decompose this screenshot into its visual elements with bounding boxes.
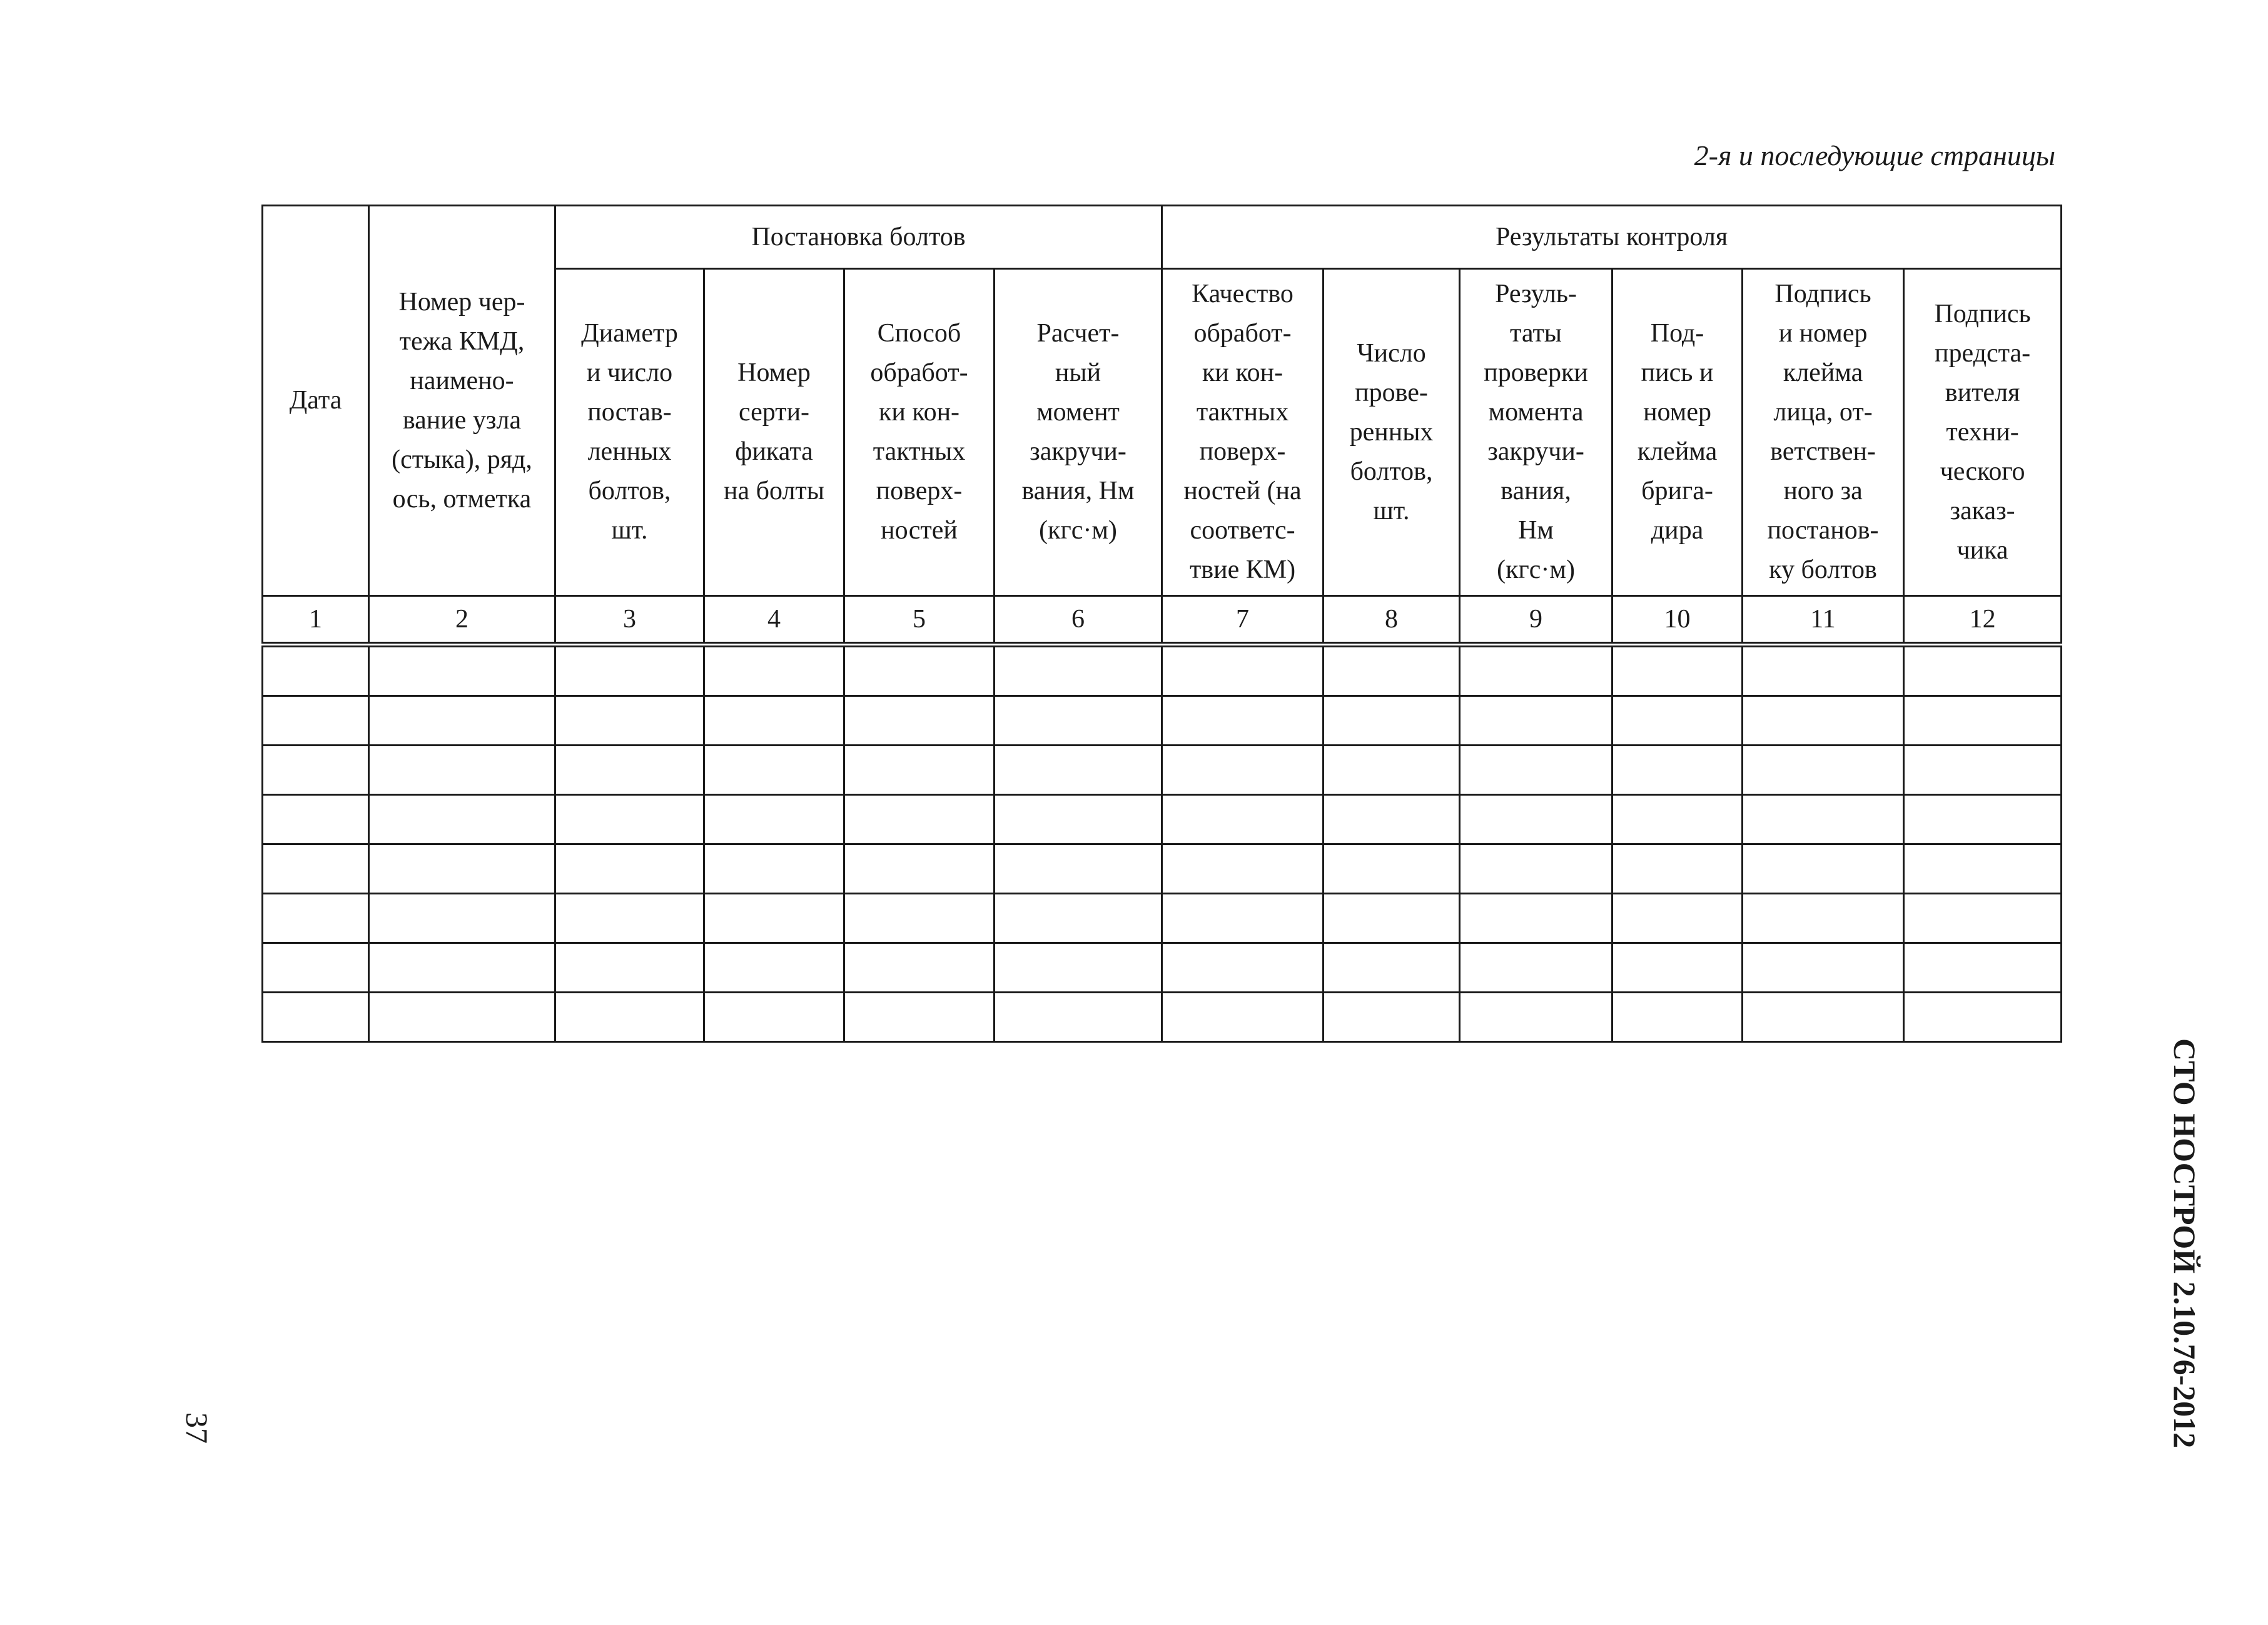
table-cell [995,943,1162,993]
table-cell [1612,894,1743,943]
table-cell [844,645,995,696]
table-cell [1743,993,1904,1042]
table-cell [1904,696,2062,746]
table-cell [263,746,369,795]
table-cell [1324,795,1460,844]
table-cell [555,943,704,993]
table-cell [844,795,995,844]
table-cell [844,696,995,746]
document-code: СТО НОСТРОЙ 2.10.76-2012 [2167,1038,2202,1449]
table-row [263,645,2062,696]
table-cell [369,746,555,795]
table-cell [555,894,704,943]
table-cell [704,943,844,993]
group-header-control: Результаты контроля [1162,206,2062,269]
column-header-label: Подпись предста- вителя техни- ческого заказ- чика [1934,299,2031,565]
table-cell [995,645,1162,696]
table-cell [704,746,844,795]
table-cell [1162,696,1324,746]
table-cell [369,645,555,696]
table-cell [555,993,704,1042]
table-cell [1460,696,1612,746]
table-cell [1162,993,1324,1042]
column-header-date [263,206,369,596]
table-cell [1324,993,1460,1042]
column-number: 8 [1324,596,1460,645]
table-cell [555,746,704,795]
table-cell [263,894,369,943]
table-cell [1460,746,1612,795]
column-header-certificate [704,269,844,596]
table-cell [1612,696,1743,746]
table-cell [1612,844,1743,894]
table-cell [704,696,844,746]
page-number: 37 [180,1412,215,1444]
journal-table [261,205,2062,1043]
table-row [263,993,2062,1042]
table-cell [995,696,1162,746]
table-row [263,746,2062,795]
column-header-treatment-quality [1162,269,1324,596]
table-cell [1324,696,1460,746]
table-cell [1162,894,1324,943]
column-number: 10 [1612,596,1743,645]
table-cell [1460,993,1612,1042]
column-header-label: Подпись и номер клейма лица, от- ветствен- ного за постанов- ку болтов [1767,280,1879,584]
table-cell [1904,645,2062,696]
table-cell [263,696,369,746]
table-cell [704,894,844,943]
table-cell [1324,894,1460,943]
column-number: 7 [1162,596,1324,645]
column-header-customer-signature [1904,269,2062,596]
table-cell [369,943,555,993]
table-cell [844,894,995,943]
table-cell [995,993,1162,1042]
column-header-treatment-method [844,269,995,596]
table-cell [1743,696,1904,746]
table-cell [1904,943,2062,993]
table-cell [1743,795,1904,844]
table-cell [1162,795,1324,844]
table-row [263,894,2062,943]
table-cell [844,844,995,894]
table-cell [704,795,844,844]
table-cell [995,844,1162,894]
table-cell [1612,795,1743,844]
table-cell [369,696,555,746]
table-cell [1904,894,2062,943]
column-header-label: Резуль- таты проверки момента закручи- вания, Нм (кгс·м) [1484,280,1588,584]
table-row [263,795,2062,844]
table-cell [555,645,704,696]
table-cell [263,943,369,993]
table-cell [1612,746,1743,795]
table-cell [369,795,555,844]
table-cell [1612,993,1743,1042]
page-subtitle: 2-я и последующие страницы [1694,139,2055,171]
column-number: 2 [369,596,555,645]
column-header-label: Диаметр и число постав- ленных болтов, шт. [581,319,678,545]
table-cell [1324,746,1460,795]
table-cell [1162,645,1324,696]
column-header-responsible-signature [1743,269,1904,596]
table-row [263,696,2062,746]
column-header-drawing-number [369,206,555,596]
table-cell [1162,746,1324,795]
table-cell [1743,746,1904,795]
column-number: 3 [555,596,704,645]
table-row [263,943,2062,993]
column-header-label: Расчет- ный момент закручи- вания, Нм (кгс·м) [1021,319,1135,545]
table-cell [263,844,369,894]
column-number-row [263,596,2062,645]
table-cell [1324,645,1460,696]
table-cell [263,795,369,844]
table-cell [1904,844,2062,894]
table-cell [1612,645,1743,696]
table-cell [1460,943,1612,993]
table-cell [1612,943,1743,993]
table-cell [704,844,844,894]
table-cell [263,993,369,1042]
table-cell [704,645,844,696]
column-number: 4 [704,596,844,645]
column-header-label: Способ обработ- ки кон- тактных поверх- ностей [870,319,968,545]
table-cell [1743,943,1904,993]
table-cell [995,795,1162,844]
column-header-diameter-count [555,269,704,596]
table-cell [1460,844,1612,894]
column-header-checked-count [1324,269,1460,596]
column-header-label: Дата [289,386,342,415]
table-cell [995,894,1162,943]
table-cell [704,993,844,1042]
table-cell [555,696,704,746]
column-header-label: Число прове- ренных болтов, шт. [1349,338,1434,525]
table-cell [263,645,369,696]
table-cell [1904,993,2062,1042]
table-cell [1743,894,1904,943]
table-cell [1904,795,2062,844]
table-cell [1904,746,2062,795]
table-cell [1324,943,1460,993]
table-cell [369,844,555,894]
table-cell [1162,943,1324,993]
table-body [263,645,2062,1042]
table-cell [555,844,704,894]
table-cell [1743,645,1904,696]
table-cell [1460,894,1612,943]
table-cell [1460,795,1612,844]
table-cell [1743,844,1904,894]
table-cell [555,795,704,844]
table-cell [1324,844,1460,894]
column-header-foreman-signature [1612,269,1743,596]
table-cell [844,943,995,993]
table-cell [369,993,555,1042]
table-cell [995,746,1162,795]
table-cell [1162,844,1324,894]
table-cell [844,993,995,1042]
column-number: 9 [1460,596,1612,645]
table-cell [844,746,995,795]
column-header-label: Номер серти- фиката на болты [724,358,824,505]
column-header-label: Номер чер- тежа КМД, наимено- вание узла (стыка), ряд, ось, отметка [392,287,532,514]
column-header-label: Под- пись и номер клейма брига- дира [1637,319,1718,545]
column-number: 12 [1904,596,2062,645]
group-header-installation: Постановка болтов [555,206,1162,269]
column-number: 11 [1743,596,1904,645]
table-cell [1460,645,1612,696]
column-header-torque-results [1460,269,1612,596]
table-row [263,844,2062,894]
column-number: 5 [844,596,995,645]
table-cell [369,894,555,943]
column-header-design-torque [995,269,1162,596]
column-header-label: Качество обработ- ки кон- тактных поверх- ностей (на соответс- твие КМ) [1183,280,1302,584]
column-number: 1 [263,596,369,645]
column-number: 6 [995,596,1162,645]
